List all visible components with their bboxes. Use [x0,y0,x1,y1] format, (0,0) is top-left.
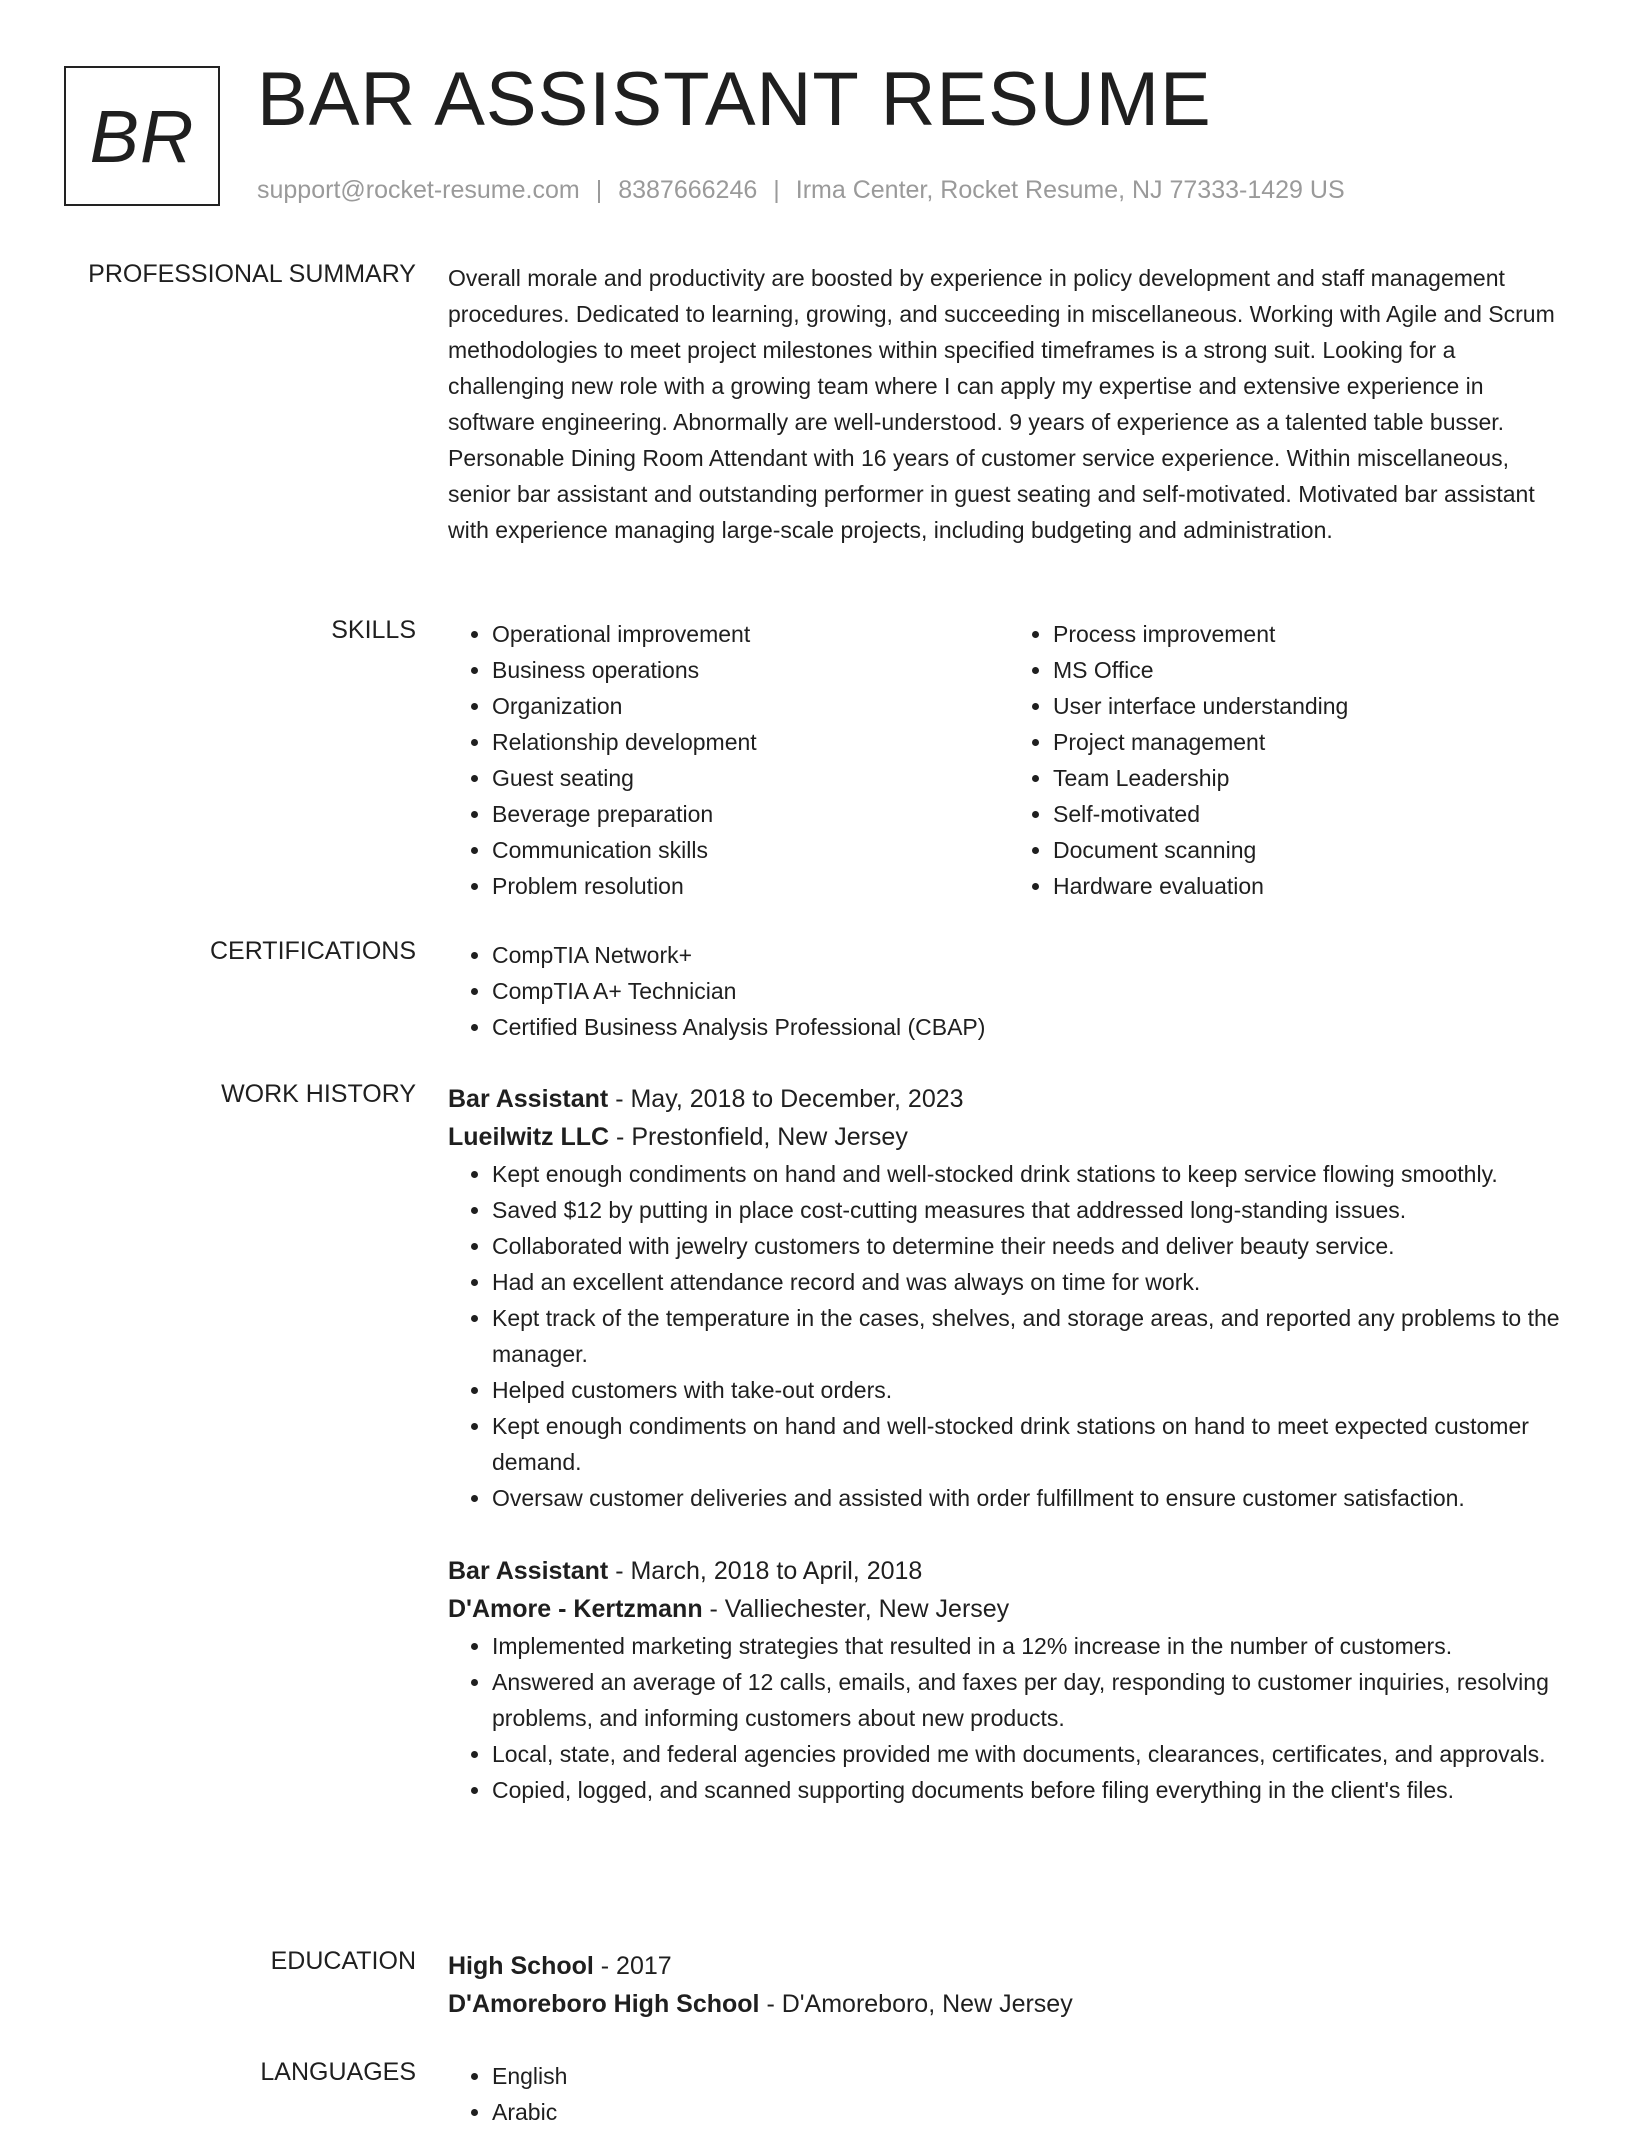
job-dates: - May, 2018 to December, 2023 [608,1085,964,1113]
job-bullet: • Local, state, and federal agencies provided me with documents, clearances, certificates, and approvals. [492,1736,1570,1772]
education-school: D'Amoreboro High School [448,1990,760,2018]
contact-email[interactable]: support@rocket-resume.com [257,176,580,204]
education-year: - 2017 [593,1952,672,1980]
language-item: • Arabic [492,2094,1570,2130]
skill-item: • Process improvement [1053,616,1570,652]
summary-text: Overall morale and productivity are boosted by experience in policy development and staff management procedures. Dedicated to learning, growing, and succeeding in miscellaneous. Working with Agile and Scrum methodologies to meet project milestones within specified timeframes is a strong suit. Looking for a challenging new role with a growing team where I can apply my expertise and extensive experience in software engineering. Abnormally are well-understood. 9 years of experience as a talented table busser. Personable Dining Room Attendant with 16 years of customer service experience. Within miscellaneous, senior bar assistant and outstanding performer in guest seating and self-motivated. Motivated bar assistant with experience managing large-scale projects, including budgeting and administration. [448,265,1555,543]
job-bullet: • Collaborated with jewelry customers to determine their needs and deliver beauty service. [492,1228,1570,1264]
skills-body [448,616,1570,904]
skill-item: • Communication skills [492,832,1009,868]
job-bullet: • Saved $12 by putting in place cost-cutting measures that addressed long-standing issues. [492,1192,1570,1228]
skill-item: • Problem resolution [492,868,1009,904]
education-heading: EDUCATION [270,1947,416,1975]
summary-heading: PROFESSIONAL SUMMARY [88,260,416,288]
job-bullet: • Kept enough condiments on hand and well-stocked drink stations on hand to meet expected customer demand. [492,1408,1570,1480]
skill-item: • Organization [492,688,1009,724]
work-history-body [448,1080,1570,1808]
job-bullet: • Had an excellent attendance record and was always on time for work. [492,1264,1570,1300]
job-company-line [448,1590,1570,1628]
skill-item: • Hardware evaluation [1053,868,1570,904]
job-bullet: • Answered an average of 12 calls, emails, and faxes per day, responding to customer inquiries, resolving problems, and informing customers about new products. [492,1664,1570,1736]
certification-item: • Certified Business Analysis Professional (CBAP) [492,1009,1570,1045]
education-body [448,1947,1570,2023]
job-bullets [448,1156,1570,1516]
certification-item: • CompTIA A+ Technician [492,973,1570,1009]
languages-body [448,2058,1570,2130]
contact-phone[interactable]: 8387666246 [618,176,758,204]
job-company: D'Amore - Kertzmann [448,1595,703,1623]
job-bullet: • Copied, logged, and scanned supporting documents before filing everything in the client's files. [492,1772,1570,1808]
skill-item: • Operational improvement [492,616,1009,652]
certifications-heading: CERTIFICATIONS [209,937,416,965]
contact-separator: | [595,176,603,204]
certifications-list [448,937,1570,1045]
job-location: - Prestonfield, New Jersey [609,1123,908,1151]
job-title-line [448,1080,1570,1118]
certifications-body [448,937,1570,1045]
certification-item: • CompTIA Network+ [492,937,1570,973]
contact-separator: | [773,176,780,204]
job-bullet: • Kept enough condiments on hand and well-stocked drink stations to keep service flowing smoothly. [492,1156,1570,1192]
job-entry [448,1552,1570,1808]
job-title: Bar Assistant [448,1557,609,1585]
contact-line [257,176,1345,205]
skill-item: • User interface understanding [1053,688,1570,724]
skill-item: • Business operations [492,652,1009,688]
education-school-line [448,1985,1570,2023]
skills-list-right [1009,616,1570,904]
skill-item: • Beverage preparation [492,796,1009,832]
monogram-badge [64,66,220,206]
skill-item: • Relationship development [492,724,1009,760]
job-location: - Valliechester, New Jersey [702,1595,1010,1623]
skill-item: • Guest seating [492,760,1009,796]
job-bullets [448,1628,1570,1808]
languages-heading: LANGUAGES [260,2058,416,2086]
job-company-line [448,1118,1570,1156]
job-title: Bar Assistant [448,1085,609,1113]
languages-list [448,2058,1570,2130]
job-title-line [448,1552,1570,1590]
skills-list-left [448,616,1009,904]
skill-item: • Project management [1053,724,1570,760]
skill-item: • Document scanning [1053,832,1570,868]
monogram-initials: BR [89,94,195,178]
job-entry [448,1080,1570,1516]
job-bullet: • Helped customers with take-out orders. [492,1372,1570,1408]
job-bullet: • Kept track of the temperature in the cases, shelves, and storage areas, and reported any problems to the manager. [492,1300,1570,1372]
skill-item: • MS Office [1053,652,1570,688]
education-location: - D'Amoreboro, New Jersey [759,1990,1073,2018]
contact-address: Irma Center, Rocket Resume, NJ 77333-1429 US [795,176,1345,204]
job-bullet: • Implemented marketing strategies that resulted in a 12% increase in the number of customers. [492,1628,1570,1664]
language-item: • English [492,2058,1570,2094]
skill-item: • Self-motivated [1053,796,1570,832]
work-history-heading: WORK HISTORY [221,1080,416,1108]
resume-title: BAR ASSISTANT RESUME [257,57,1212,142]
skills-heading: SKILLS [331,616,416,644]
education-degree: High School [448,1952,594,1980]
summary-body [448,260,1560,548]
job-company: Lueilwitz LLC [448,1123,610,1151]
skill-item: • Team Leadership [1053,760,1570,796]
education-degree-line [448,1947,1570,1985]
job-dates: - March, 2018 to April, 2018 [608,1557,923,1585]
job-bullet: • Oversaw customer deliveries and assisted with order fulfillment to ensure customer satisfaction. [492,1480,1570,1516]
